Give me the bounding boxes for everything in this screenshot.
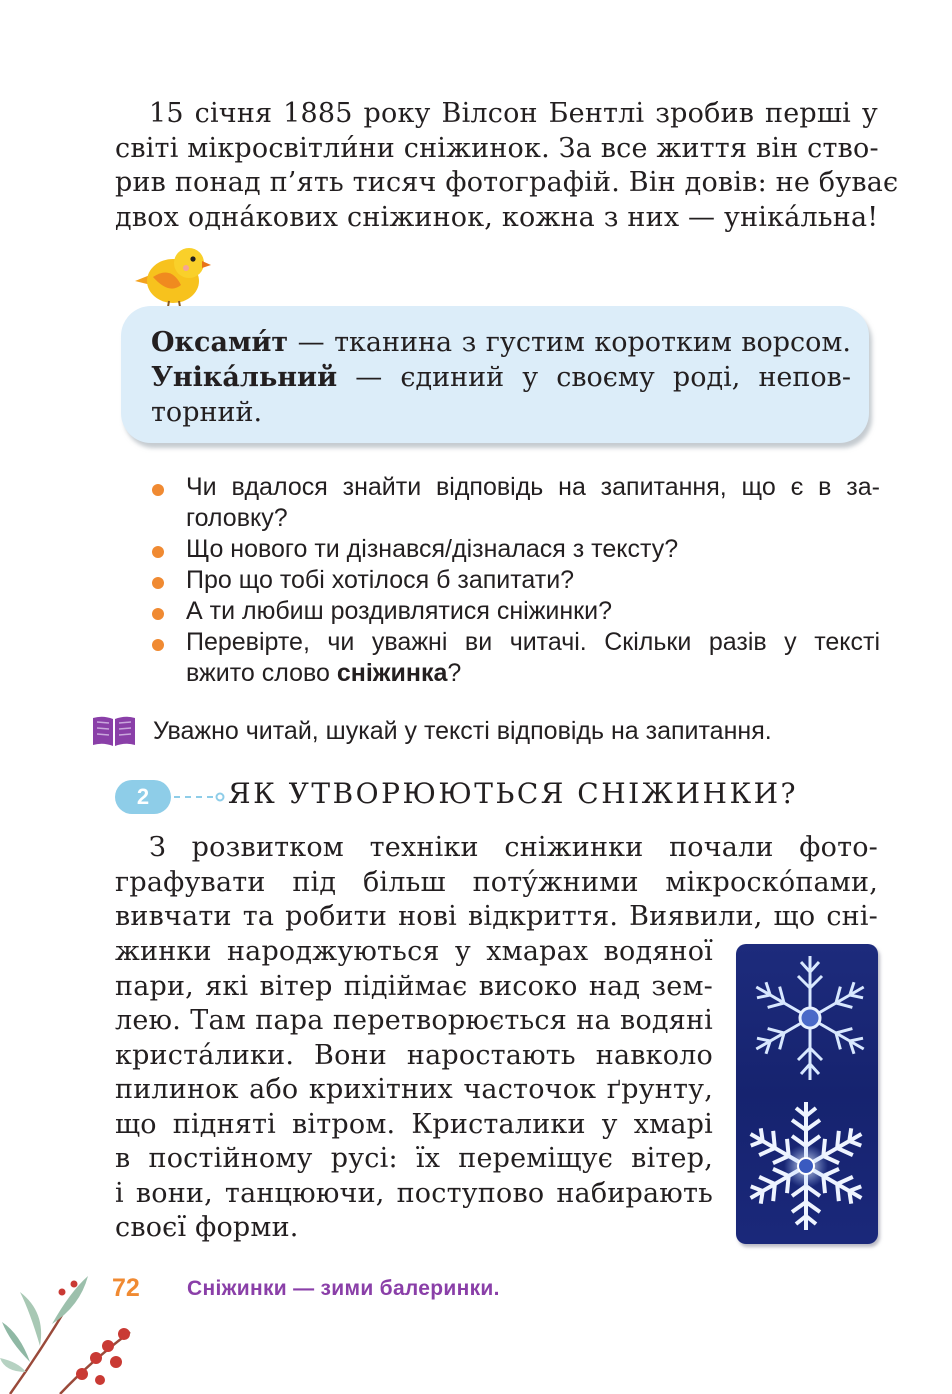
question-text-part: вжито слово [186, 659, 337, 687]
body-line: З розвитком техніки сніжинки почали фото- [149, 832, 878, 863]
bullet-icon [152, 484, 164, 496]
body-line: пилинок або крихітних часточок ґрунту, [115, 1074, 713, 1105]
bird-illustration [131, 243, 213, 315]
bullet-icon [152, 546, 164, 558]
list-item [150, 565, 880, 596]
intro-line: рив понад п’ять тисяч фотографій. Він довів: не буває [115, 167, 899, 198]
list-item [150, 472, 880, 534]
question-text: Перевірте, чи уважні ви читачі. Скільки разів у тексті [186, 628, 880, 656]
body-paragraph-continued [115, 935, 713, 1246]
snowflake-image [736, 944, 878, 1244]
list-item [150, 627, 880, 689]
keyword-snizhynka: сніжинка [336, 659, 448, 687]
body-paragraph [115, 831, 878, 935]
question-text: головку? [186, 504, 288, 532]
question-text: Про що тобі хотілося б запитати? [186, 566, 575, 594]
definition-unikalnyi: — єдиний у своєму роді, непов- [337, 362, 851, 393]
body-line: пари, які вітер підіймає високо над зем- [115, 970, 713, 1002]
page-number: 72 [112, 1274, 140, 1302]
section-number-badge: 2 [115, 780, 171, 814]
question-text: А ти любиш роздивлятися сніжинки? [186, 597, 612, 625]
term-oksamyt: Оксами́т [151, 327, 289, 358]
questions-list [150, 472, 880, 689]
body-line: своєї форми. [115, 1212, 299, 1243]
question-text: Що нового ти дізнався/дізналася з тексту? [186, 535, 679, 563]
list-item [150, 596, 880, 627]
body-line: в постійному русі: їх переміщує вітер, [115, 1143, 713, 1174]
body-line: кристáлики. Вони наростають навколо [115, 1039, 713, 1071]
bullet-icon [152, 577, 164, 589]
intro-line: 15 січня 1885 року Вілсон Бентлі зробив перші у [149, 98, 878, 129]
question-text [186, 658, 880, 689]
intro-line: двох однáкових сніжинок, кожна з них — унікáльна! [115, 201, 879, 233]
running-title: Сніжинки — зими балеринки. [187, 1277, 500, 1300]
body-line: вивчати та робити нові відкриття. Виявили, що сні- [115, 901, 878, 932]
open-book-icon [91, 714, 137, 748]
term-unikalnyi: Унікáльний [151, 362, 338, 393]
section-title: ЯК УТВОРЮЮТЬСЯ СНІЖИНКИ? [228, 777, 799, 810]
definition-line [151, 326, 851, 360]
intro-paragraph [115, 97, 899, 235]
question-text-part: ? [447, 659, 462, 687]
body-line: жинки народжуються у хмарах водяної [115, 936, 713, 967]
body-line: і вони, танцюючи, поступово набирають [115, 1177, 713, 1209]
intro-line: світі мікросвітли́ни сніжинок. За все життя він ство- [115, 132, 879, 164]
definition-line: торний. [151, 397, 263, 428]
reading-tip: Уважно читай, шукай у тексті відповідь на запитання. [153, 717, 772, 745]
definition-oksamyt: — тканина з густим коротким ворсом. [288, 327, 851, 358]
bullet-icon [152, 639, 164, 651]
connector-line [172, 790, 228, 804]
bullet-icon [152, 608, 164, 620]
body-line: що підняті вітром. Кристалики у хмарі [115, 1108, 713, 1140]
question-text: Чи вдалося знайти відповідь на запитання, що є в за- [186, 473, 880, 501]
snowflake-photo [736, 944, 878, 1244]
body-line: графувати під більш потýжними мікроскóпами, [115, 866, 878, 898]
definition-line [151, 361, 851, 395]
body-line: лею. Там пара перетворюється на водяні [115, 1005, 713, 1036]
list-item [150, 534, 880, 565]
definition-box [121, 306, 869, 443]
